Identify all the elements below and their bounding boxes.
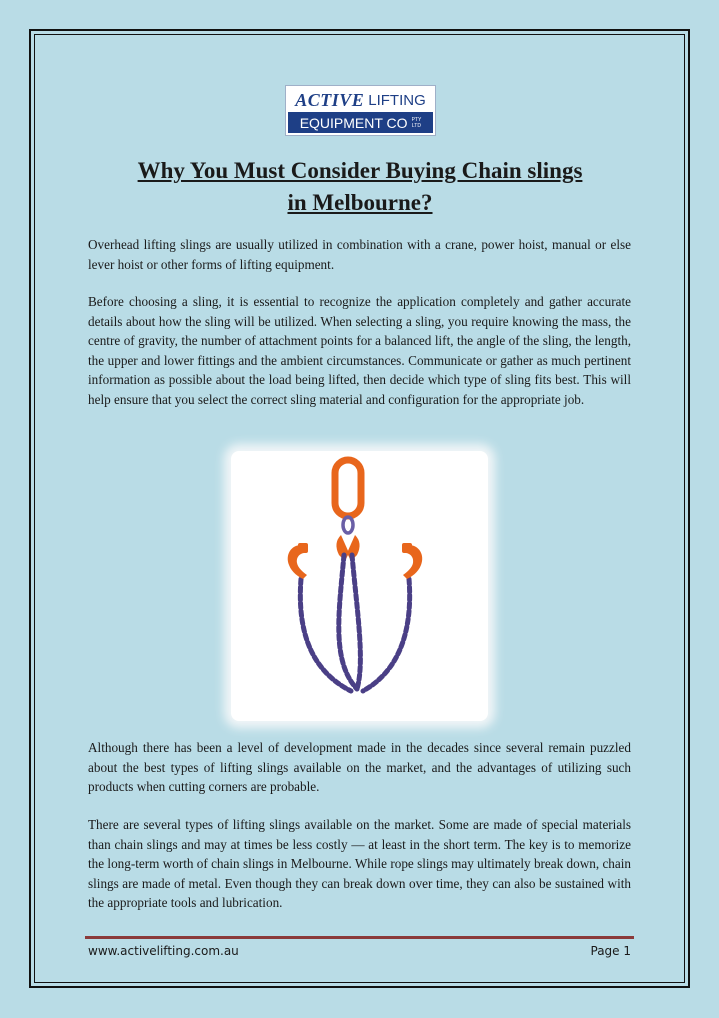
footer-rule	[85, 936, 634, 939]
master-link	[335, 460, 361, 516]
chain-leg-left	[300, 579, 351, 691]
footer-url: www.activelifting.com.au	[88, 944, 239, 958]
chain-leg-right	[363, 579, 410, 691]
logo-bottom-bar	[288, 112, 433, 133]
title-line-2: in Melbourne?	[287, 190, 433, 215]
title-line-1: Why You Must Consider Buying Chain slings	[137, 158, 583, 183]
logo-word-active: ACTIVE	[295, 89, 365, 110]
document-title	[60, 155, 660, 219]
end-hook-left	[288, 543, 308, 579]
logo-pty: PTY	[411, 116, 422, 123]
page-number: Page 1	[590, 944, 631, 958]
two-leg-chain-sling-icon	[231, 451, 488, 721]
end-hook-right	[402, 543, 422, 579]
logo-ltd: LTD	[411, 122, 421, 129]
chain-sling-image	[231, 451, 488, 721]
paragraph-development: Although there has been a level of development made in the decades since several remain puzzled about the best types of lifting slings available on the market, and the advantages of utilizing such products when cutting corners are probable.	[88, 740, 631, 794]
paragraph-choosing: Before choosing a sling, it is essential to recognize the application completely and gather accurate details about how the sling will be utilized. When selecting a sling, you require knowing the mass, the centre of gravity, the number of attachment points for a balanced lift, the angle of the sling, the length, the upper and lower fittings and the ambient circumstances. Communicate or gather as much pertinent information as possible about the load being lifted, then decide which type of sling fits best. This will help ensure that you select the correct sling material and configuration for the appropriate job.	[88, 294, 631, 407]
logo-equipment-co: EQUIPMENT CO	[299, 114, 408, 131]
chain-leg-center-right	[352, 555, 360, 689]
logo-top-line	[288, 89, 433, 111]
logo-pty-ltd	[412, 117, 422, 129]
paragraph-types: There are several types of lifting slings available on the market. Some are made of special materials than chain slings and may at times be less costly — at least in the short term. The key is to memorize the long-term worth of chain slings in Melbourne. While rope slings may ultimately break down, chain slings are made of metal. Even though they can break down over time, they can also be sustained with the appropriate tools and lubrication.	[88, 817, 631, 910]
company-logo	[285, 85, 436, 136]
paragraph-intro: Overhead lifting slings are usually utilized in combination with a crane, power hoist, manual or else lever hoist or other forms of lifting equipment.	[88, 237, 631, 272]
logo-word-lifting: LIFTING	[368, 91, 426, 109]
